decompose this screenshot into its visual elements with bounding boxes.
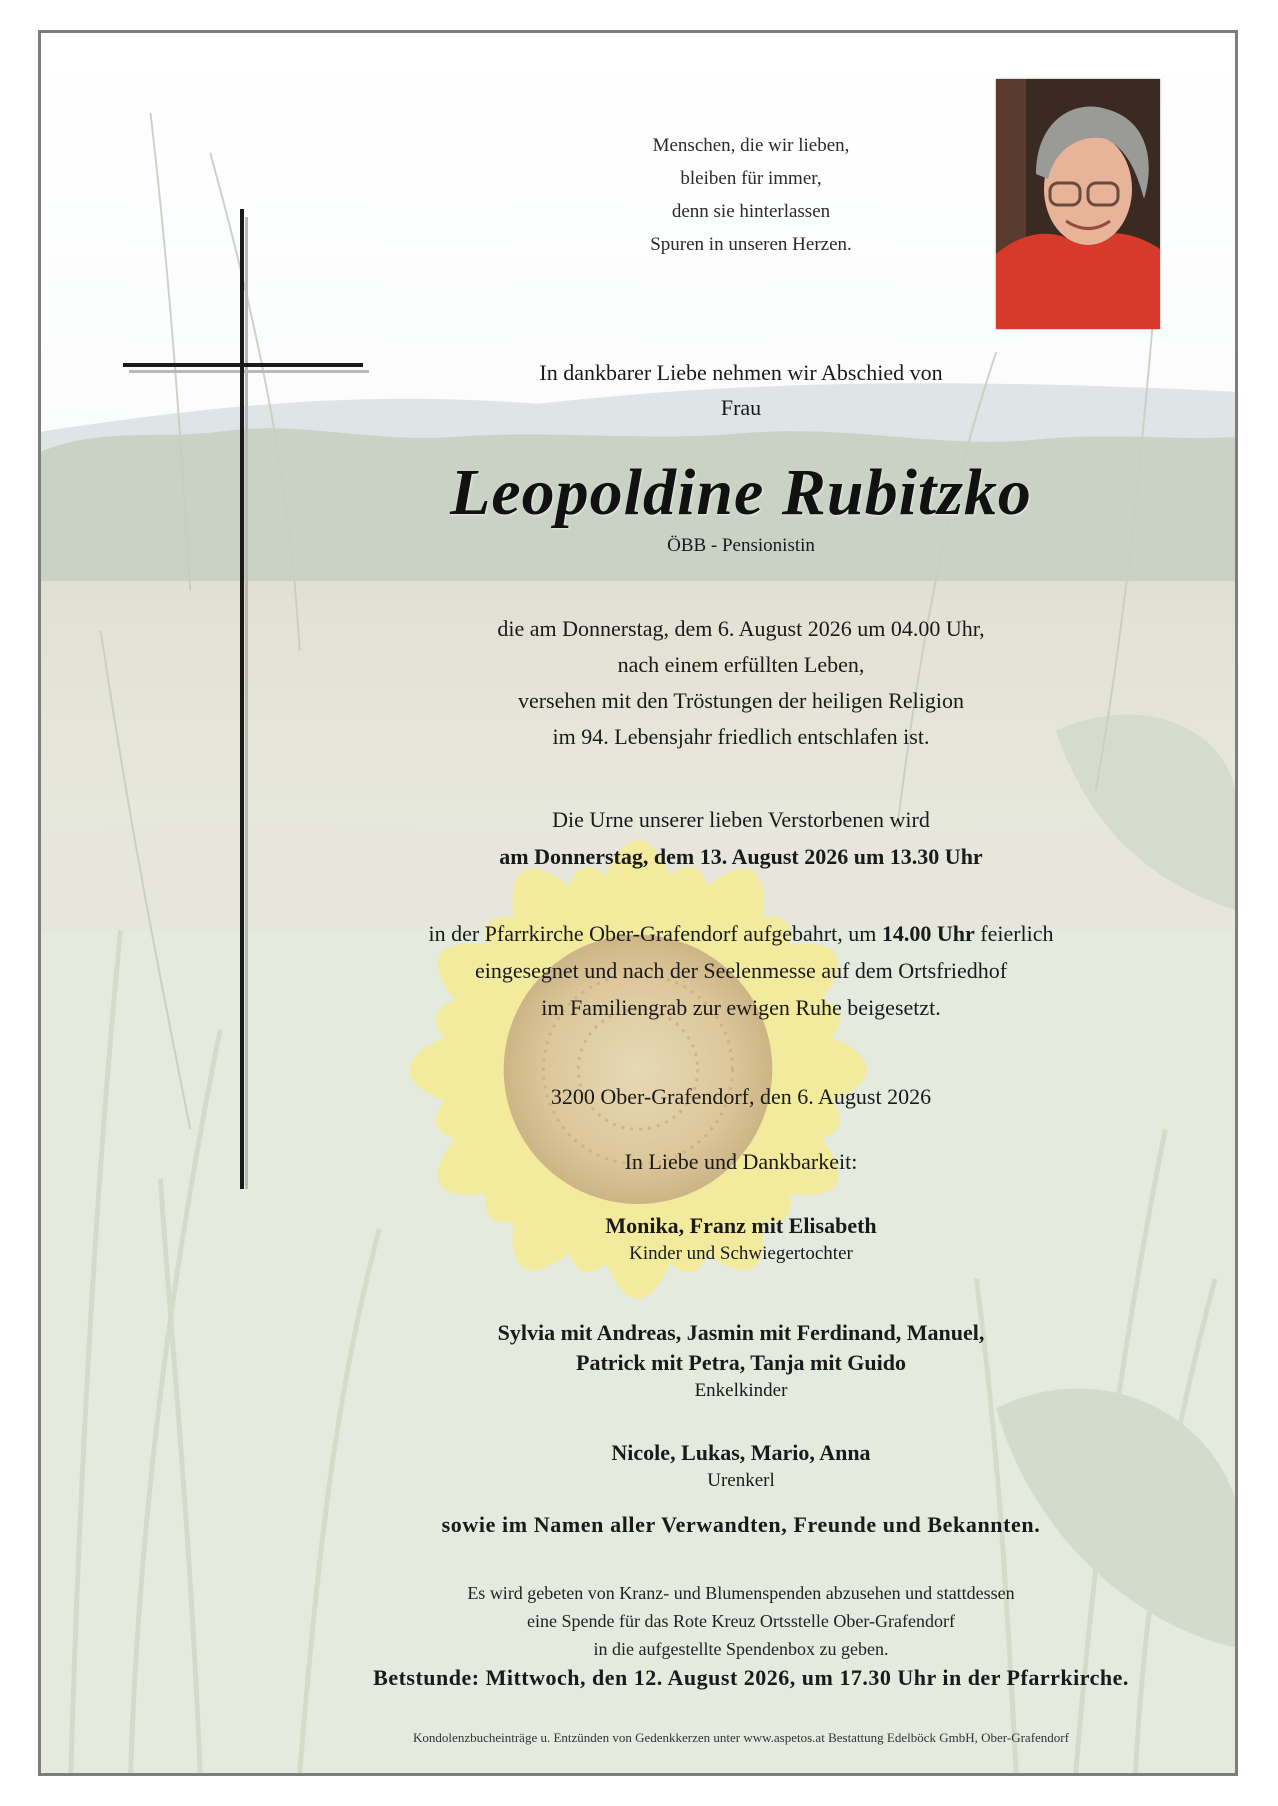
ceremony-text: in der Pfarrkirche Ober-Grafendorf aufgebahrt, um bbox=[428, 921, 882, 946]
motto-line: bleiben für immer, bbox=[680, 168, 822, 189]
mourner-role: Kinder und Schwiegertochter bbox=[629, 1243, 853, 1264]
motto-line: Menschen, die wir lieben, bbox=[652, 135, 850, 156]
ceremony-line bbox=[381, 915, 1101, 952]
mourner-names: Nicole, Lukas, Mario, Anna bbox=[611, 1440, 871, 1465]
donation-request bbox=[401, 1579, 1081, 1663]
mourner-group bbox=[421, 1211, 1061, 1266]
place-date: 3200 Ober-Grafendorf, den 6. August 2026 bbox=[550, 1084, 932, 1109]
death-notice bbox=[421, 611, 1061, 755]
funeral-date: am Donnerstag, dem 13. August 2026 um 13.30 Uhr bbox=[499, 844, 983, 869]
prayer-hour: Betstunde: Mittwoch, den 12. August 2026, um 17.30 Uhr in der Pfarrkirche. bbox=[373, 1665, 1129, 1690]
relatives-line: sowie im Namen aller Verwandten, Freunde und Bekannten. bbox=[441, 1512, 1041, 1537]
intro-salutation: Frau bbox=[720, 395, 762, 420]
donation-line: eine Spende für das Rote Kreuz Ortsstelle Ober-Grafendorf bbox=[527, 1611, 955, 1631]
deceased-occupation: ÖBB - Pensionistin bbox=[667, 535, 815, 556]
footer-note: Kondolenzbucheinträge u. Entzünden von Gedenkkerzen unter www.aspetos.at Bestattung Edelböck GmbH, Ober-Grafendorf bbox=[413, 1730, 1069, 1745]
greeting: In Liebe und Dankbarkeit: bbox=[624, 1149, 858, 1174]
death-notice-line: im 94. Lebensjahr friedlich entschlafen ist. bbox=[552, 724, 930, 749]
donation-line: Es wird gebeten von Kranz- und Blumenspenden abzusehen und stattdessen bbox=[467, 1583, 1015, 1603]
ceremony-line: eingesegnet und nach der Seelenmesse auf dem Ortsfriedhof bbox=[474, 958, 1008, 983]
ceremony-line: im Familiengrab zur ewigen Ruhe beigesetzt. bbox=[541, 995, 941, 1020]
mourner-group bbox=[421, 1438, 1061, 1493]
intro-text bbox=[421, 355, 1061, 425]
cross-vertical-bar bbox=[240, 209, 244, 1189]
ceremony-time: 14.00 Uhr bbox=[881, 921, 975, 946]
donation-line: in die aufgestellte Spendenbox zu geben. bbox=[593, 1639, 889, 1659]
cross-shadow-horizontal bbox=[129, 370, 369, 373]
ceremony-details bbox=[381, 915, 1101, 1026]
motto-line: Spuren in unseren Herzen. bbox=[650, 234, 852, 255]
mourner-group bbox=[421, 1318, 1061, 1403]
death-notice-line: die am Donnerstag, dem 6. August 2026 um 04.00 Uhr, bbox=[497, 616, 985, 641]
mourner-names: Monika, Franz mit Elisabeth bbox=[605, 1213, 877, 1238]
mourner-names: Patrick mit Petra, Tanja mit Guido bbox=[576, 1350, 906, 1375]
mourner-role: Urenkerl bbox=[707, 1470, 775, 1491]
motto-text bbox=[601, 129, 901, 261]
mourner-role: Enkelkinder bbox=[694, 1380, 788, 1401]
intro-line: In dankbarer Liebe nehmen wir Abschied von bbox=[539, 360, 943, 385]
death-notice-line: versehen mit den Tröstungen der heiligen Religion bbox=[517, 688, 965, 713]
mourner-names: Sylvia mit Andreas, Jasmin mit Ferdinand, Manuel, bbox=[497, 1320, 985, 1345]
funeral-details bbox=[381, 801, 1101, 875]
obituary-page bbox=[38, 30, 1238, 1776]
funeral-line: Die Urne unserer lieben Verstorbenen wird bbox=[552, 807, 930, 832]
cross-horizontal-bar bbox=[123, 363, 363, 367]
death-notice-line: nach einem erfüllten Leben, bbox=[617, 652, 865, 677]
ceremony-text: feierlich bbox=[974, 921, 1054, 946]
deceased-name: Leopoldine Rubitzko bbox=[450, 456, 1032, 529]
motto-line: denn sie hinterlassen bbox=[671, 201, 831, 222]
portrait-photo bbox=[996, 79, 1160, 329]
